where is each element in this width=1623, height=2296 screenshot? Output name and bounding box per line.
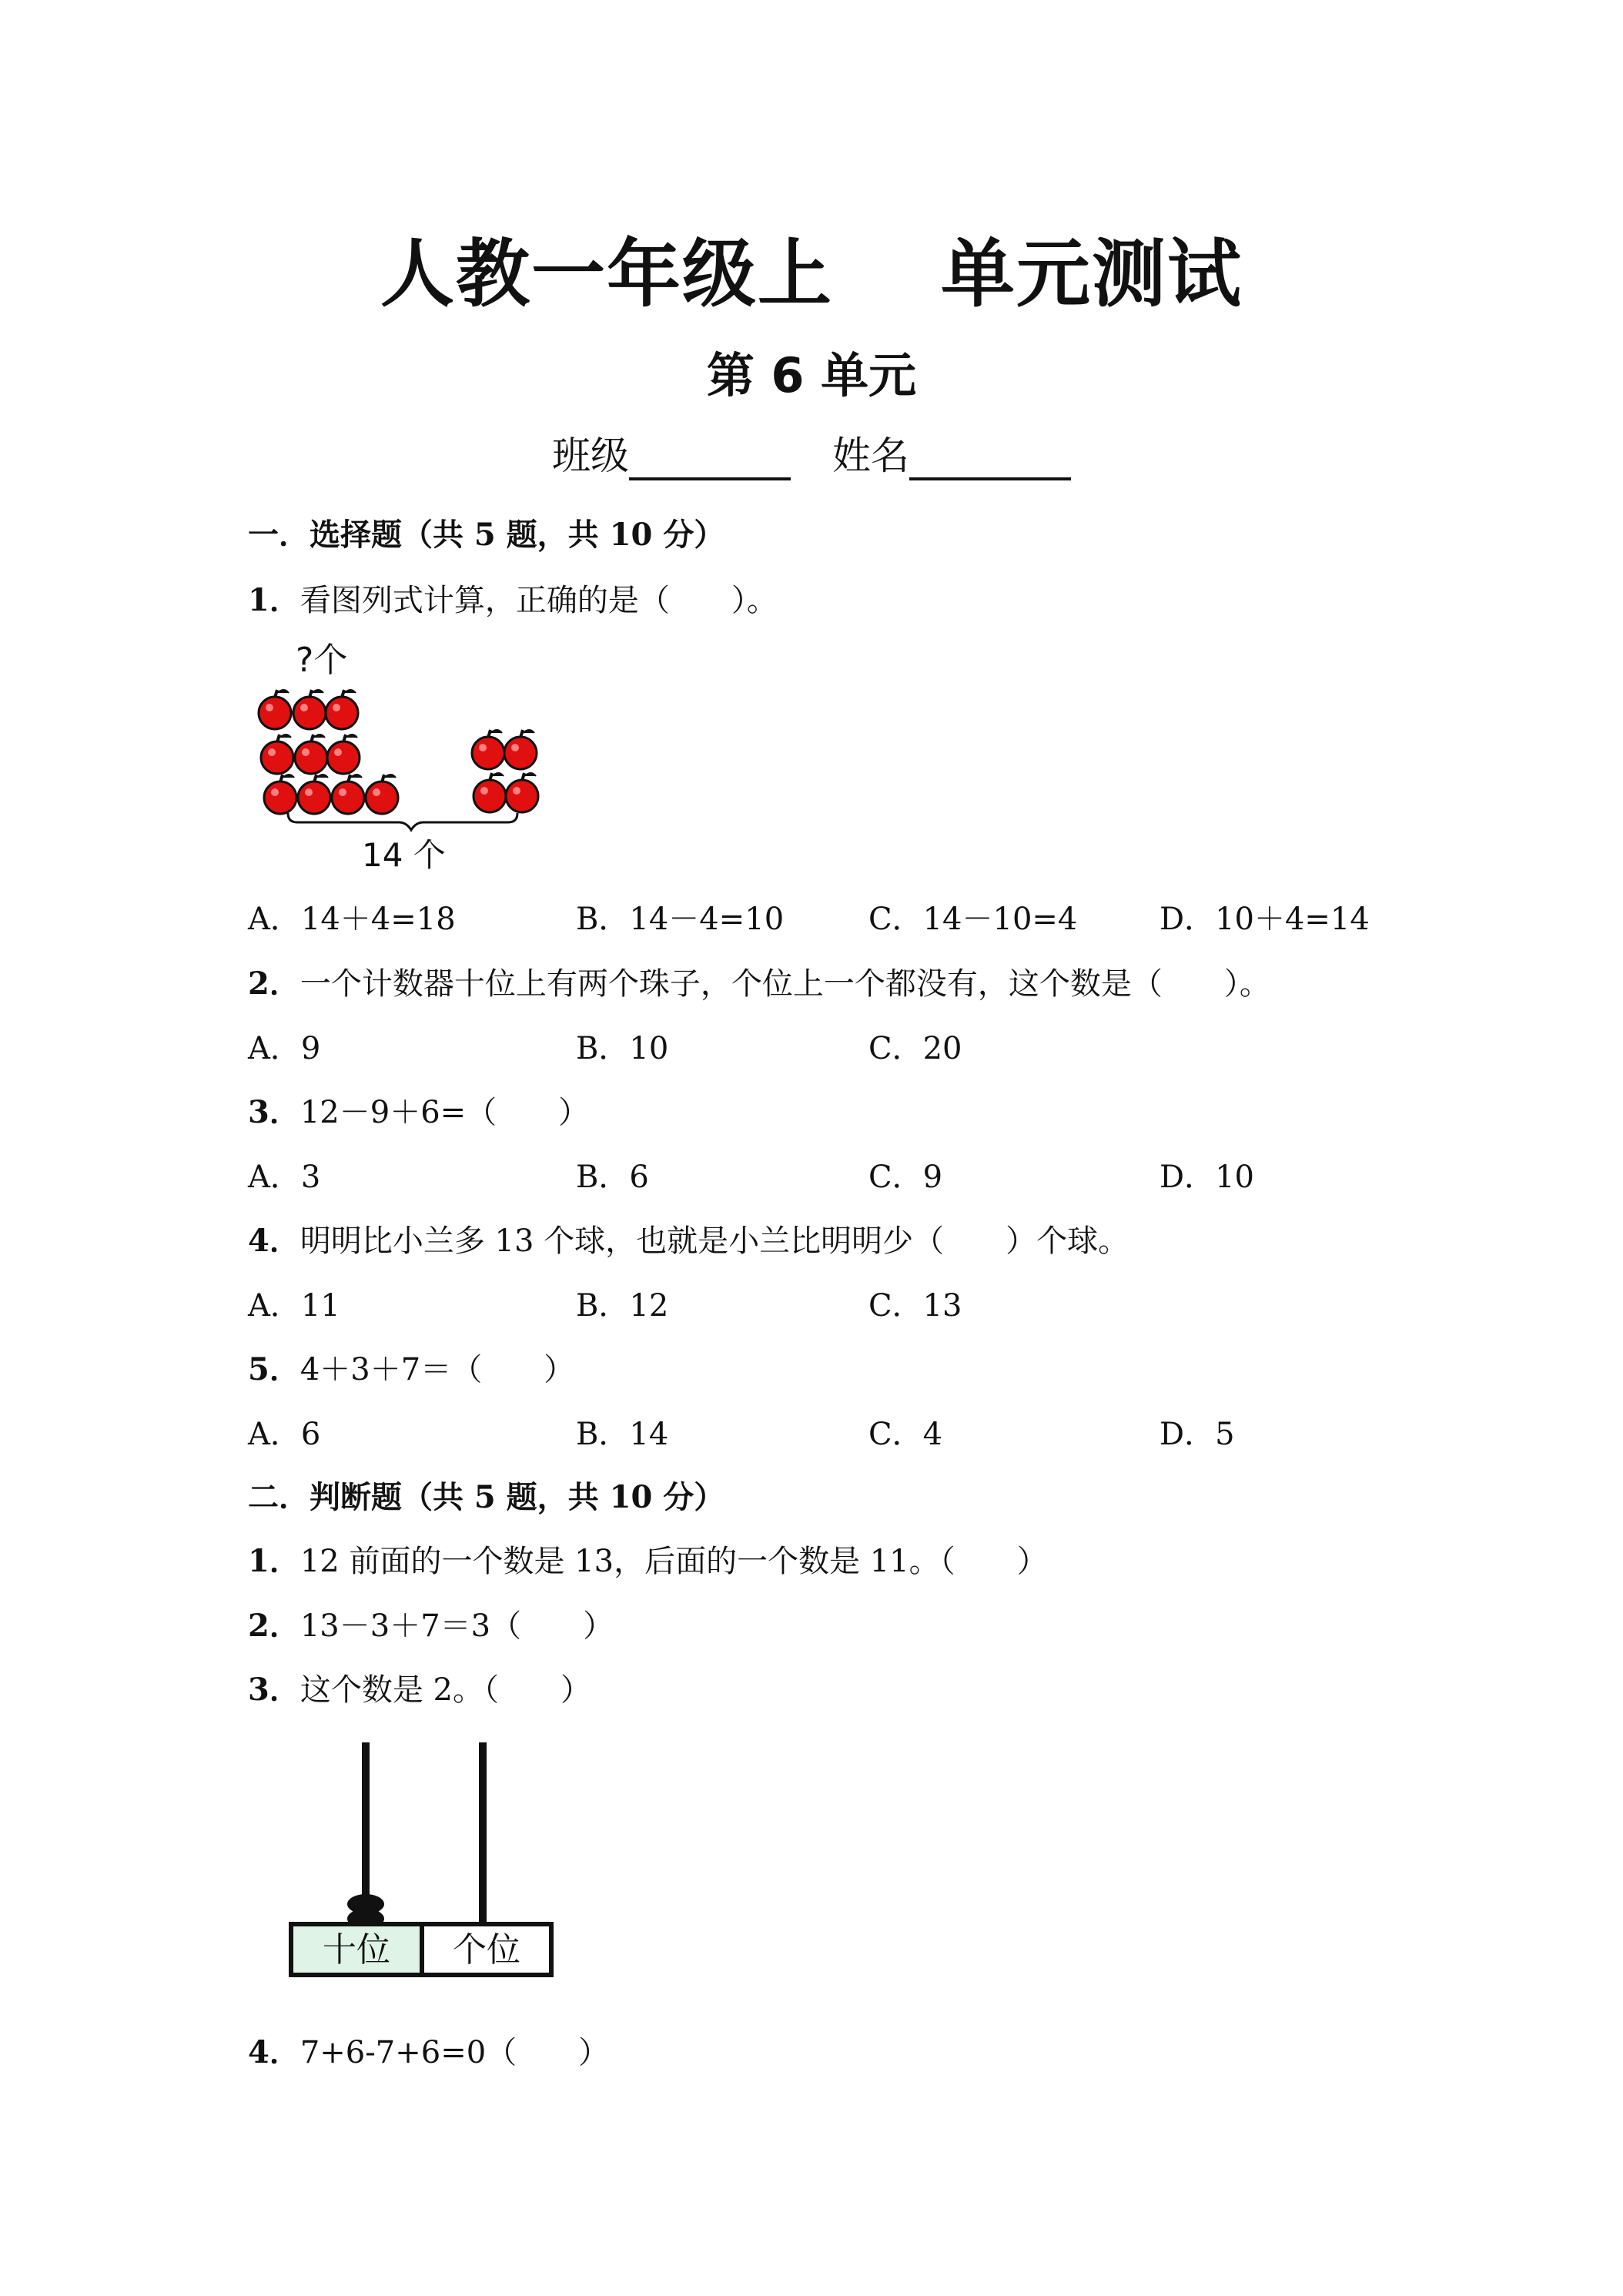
- class-blank[interactable]: [629, 439, 791, 480]
- s1-q2-option-a[interactable]: A．9: [248, 1031, 321, 1066]
- section1-heading: 一．选择题（共 5 题，共 10 分）: [248, 517, 725, 553]
- total-brace: [288, 813, 517, 830]
- s1-q4: [248, 1217, 1129, 1260]
- s2-q2: [248, 1602, 614, 1645]
- s1-q4-text: 明明比小兰多 13 个球，也就是小兰比明明少（ ）个球。: [300, 1223, 1129, 1259]
- student-info-row: [0, 425, 1623, 480]
- title-right: 单元测试: [941, 231, 1243, 317]
- s1-q3-option-d[interactable]: D．10: [1160, 1160, 1254, 1195]
- page-title: [0, 216, 1623, 321]
- s1-q3-num: 3．: [248, 1094, 300, 1130]
- s2-q4-num: 4．: [248, 2034, 300, 2070]
- s1-q5-option-b[interactable]: B．14: [576, 1417, 669, 1452]
- s1-q2-option-b[interactable]: B．10: [576, 1031, 669, 1066]
- s1-q1-option-b[interactable]: B．14－4=10: [576, 902, 785, 937]
- s1-q5-option-a[interactable]: A．6: [248, 1417, 321, 1452]
- s1-q4-option-a[interactable]: A．11: [248, 1288, 340, 1324]
- apples-left-group: [259, 690, 398, 814]
- s1-q2: [248, 959, 1270, 1003]
- abacus-ones-label: 个位: [453, 1930, 520, 1970]
- abacus-tens-label: 十位: [323, 1930, 390, 1970]
- s2-q2-text: 13－3＋7＝3（ ）: [300, 1608, 614, 1644]
- total-label: 14 个: [362, 836, 446, 874]
- s1-q5-option-d[interactable]: D．5: [1160, 1417, 1235, 1452]
- s1-q3-option-c[interactable]: C．9: [868, 1160, 943, 1195]
- s2-q2-num: 2．: [248, 1608, 300, 1644]
- apples-right-group: [472, 730, 538, 812]
- s1-q1-option-a[interactable]: A．14＋4=18: [248, 902, 456, 937]
- s1-q2-text: 一个计数器十位上有两个珠子，个位上一个都没有，这个数是（ ）。: [300, 966, 1270, 1002]
- section2-heading: 二．判断题（共 5 题，共 10 分）: [248, 1479, 725, 1515]
- s1-q1-option-d[interactable]: D．10＋4=14: [1160, 902, 1370, 937]
- s1-q5-option-c[interactable]: C．4: [868, 1417, 943, 1452]
- s1-q4-num: 4．: [248, 1223, 300, 1259]
- s1-q5-text: 4＋3＋7＝（ ）: [300, 1352, 575, 1387]
- unit-subtitle: 第 6 单元: [706, 347, 917, 403]
- s1-q3-option-b[interactable]: B．6: [576, 1160, 649, 1195]
- abacus-figure: [286, 1736, 564, 1983]
- s1-q1: [248, 576, 778, 620]
- apple-figure: [248, 631, 556, 878]
- s2-q3-num: 3．: [248, 1672, 300, 1708]
- s1-q1-option-c[interactable]: C．14－10=4: [868, 902, 1078, 937]
- abacus-tens-rod: [362, 1742, 370, 1916]
- s2-q1-num: 1．: [248, 1543, 300, 1579]
- s1-q5-num: 5．: [248, 1351, 300, 1387]
- s1-q1-text: 看图列式计算，正确的是（ ）。: [300, 583, 778, 618]
- s1-q3-option-a[interactable]: A．3: [248, 1160, 321, 1195]
- s2-q4-text: 7+6-7+6=0（ ）: [300, 2035, 610, 2070]
- class-label: 班级: [552, 433, 629, 478]
- title-left: 人教一年级上: [380, 231, 833, 317]
- name-blank[interactable]: [909, 439, 1071, 480]
- s1-q1-num: 1．: [248, 582, 300, 618]
- apple-diagram: [248, 631, 556, 878]
- question-mark-label: ?个: [296, 641, 348, 680]
- name-label: 姓名: [832, 433, 909, 478]
- s1-q3-text: 12－9＋6=（ ）: [300, 1095, 590, 1130]
- s1-q5: [248, 1345, 574, 1389]
- s1-q2-option-c[interactable]: C．20: [868, 1031, 962, 1066]
- s1-q4-option-b[interactable]: B．12: [576, 1288, 669, 1324]
- s2-q1-text: 12 前面的一个数是 13，后面的一个数是 11。（ ）: [300, 1544, 1048, 1579]
- s1-q3: [248, 1088, 589, 1132]
- s2-q3: [248, 1665, 591, 1709]
- s1-q4-option-c[interactable]: C．13: [868, 1288, 962, 1324]
- s2-q1: [248, 1537, 1048, 1581]
- s1-q2-num: 2．: [248, 966, 300, 1002]
- s2-q4: [248, 2028, 609, 2072]
- abacus-ones-rod: [479, 1742, 487, 1924]
- s2-q3-text: 这个数是 2。（ ）: [300, 1672, 592, 1708]
